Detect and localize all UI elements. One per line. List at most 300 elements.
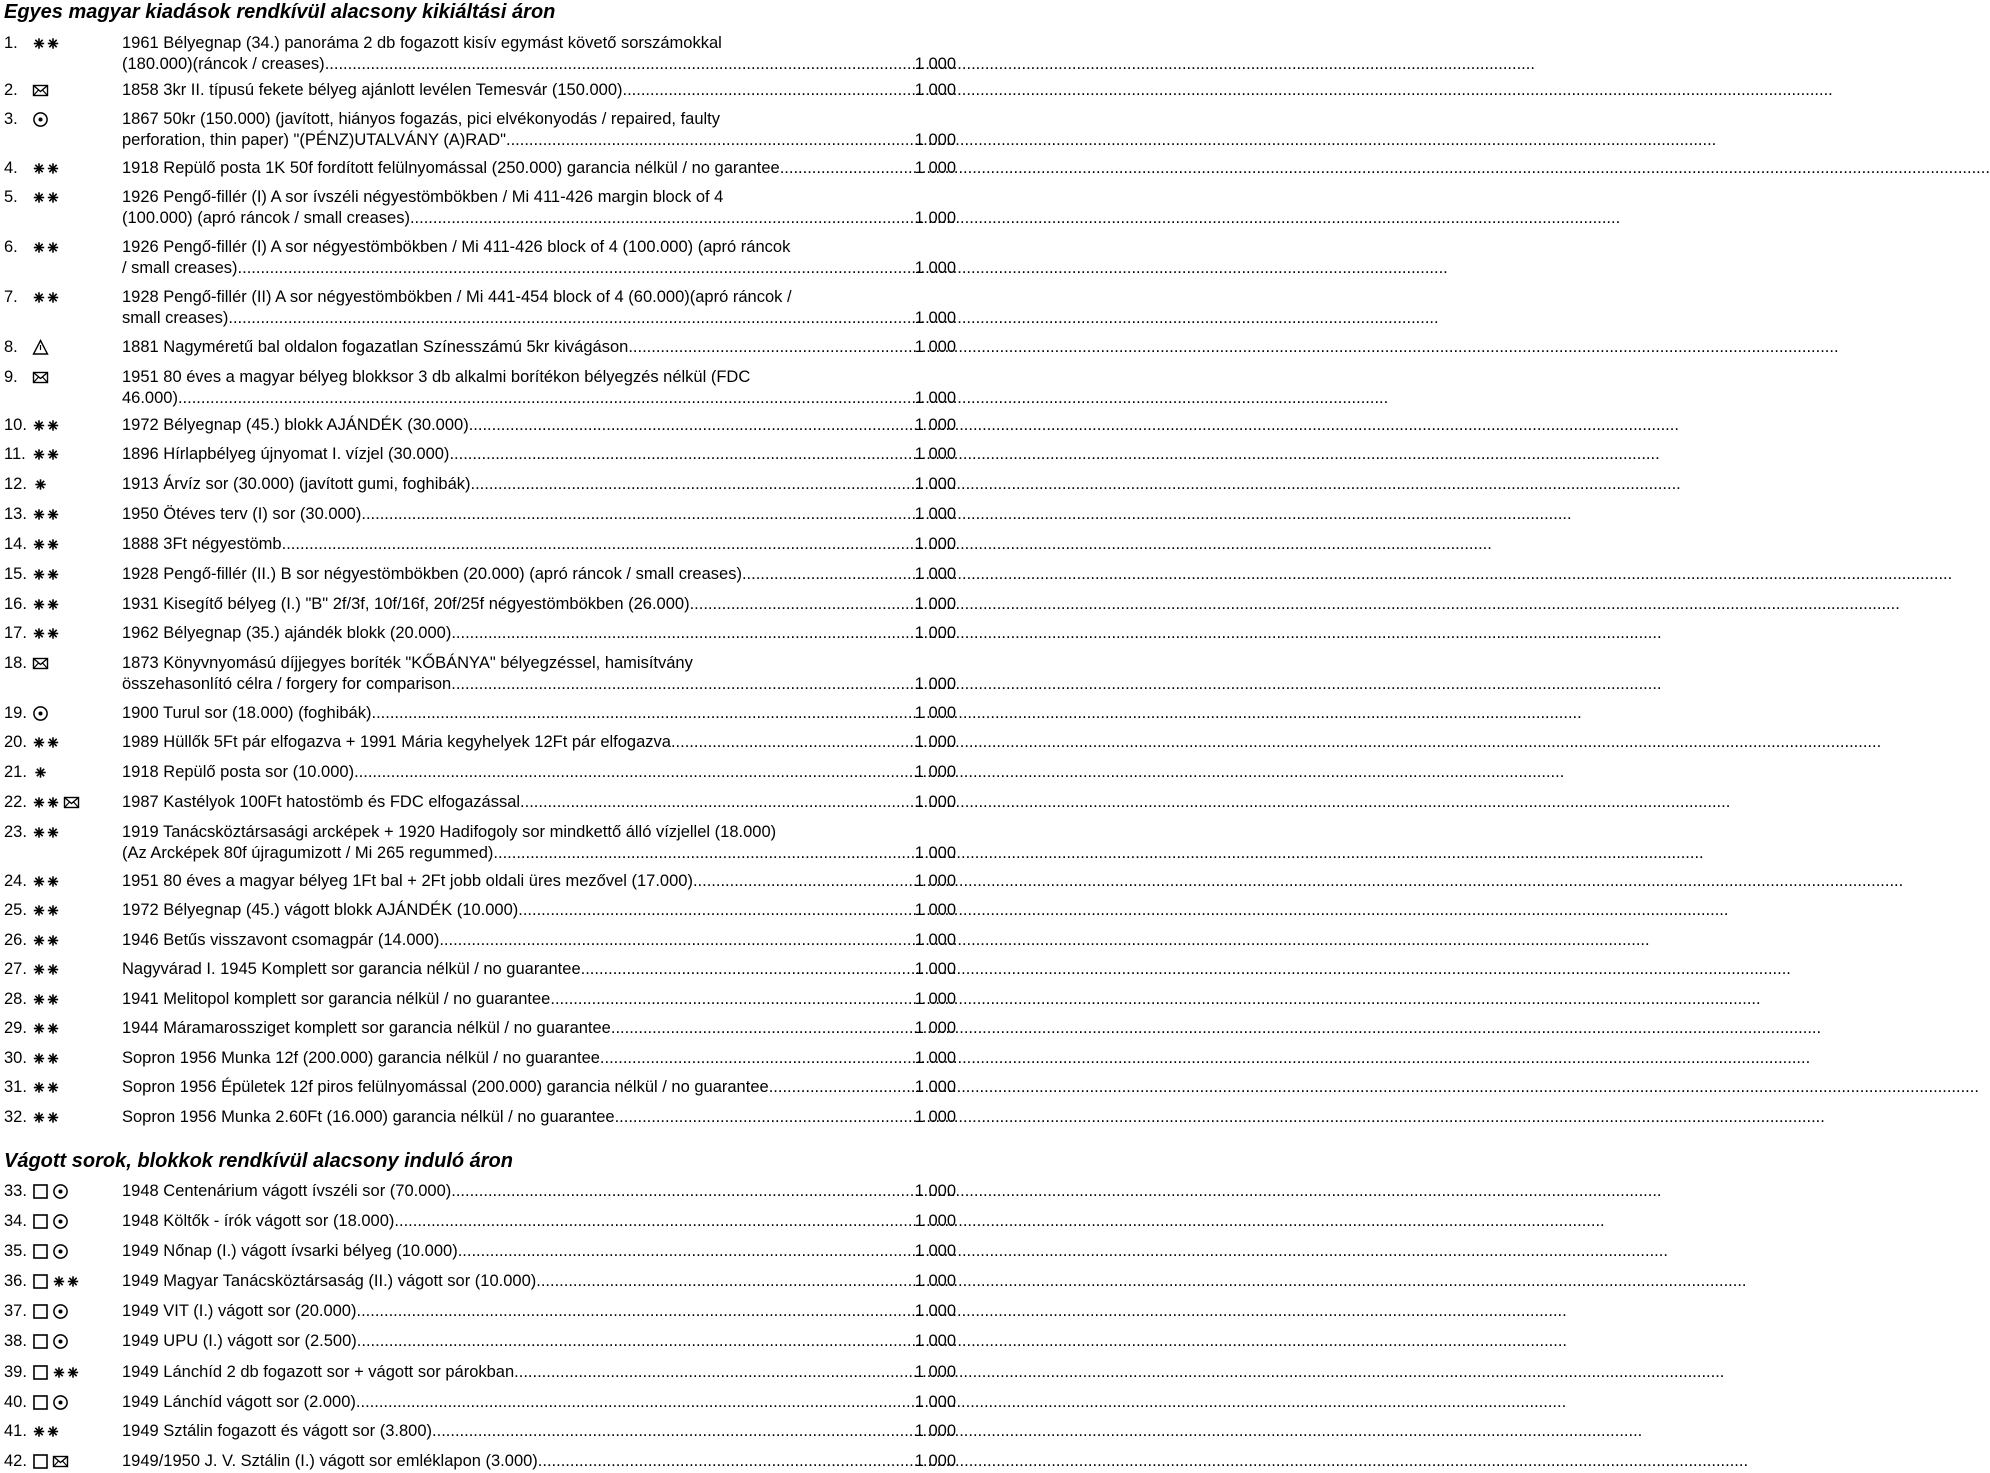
mint-nh-icon [32, 824, 60, 841]
starting-price: 1 000 [914, 1182, 956, 1200]
lot-number: 15. [4, 565, 27, 583]
starting-price: 1 000 [914, 159, 956, 177]
lot-description-line [122, 207, 956, 229]
starting-price: 1 000 [914, 1242, 956, 1260]
lot-description: 1949 Sztálin fogazott és vágott sor (3.800) [122, 1422, 433, 1440]
condition-icons [32, 622, 60, 644]
dot-leader [449, 443, 914, 465]
starting-price: 1 000 [914, 793, 956, 811]
lot-description-line [122, 307, 956, 329]
dot-leader [371, 702, 914, 724]
lot-number: 40. [4, 1393, 27, 1411]
lot-description-line [122, 257, 956, 279]
condition-icons [32, 1180, 69, 1202]
dot-leader [693, 870, 915, 892]
condition-icons [32, 791, 80, 813]
lot-description: 1972 Bélyegnap (45.) vágott blokk AJÁNDÉK (10.000) [122, 901, 519, 919]
lot-description: 1918 Repülő posta sor (10.000) [122, 763, 355, 781]
mint-nh-icon [32, 902, 60, 919]
lot-description-line [122, 988, 956, 1010]
lot-description-line [122, 53, 956, 75]
dot-leader [615, 1106, 915, 1128]
mint-nh-icon [32, 734, 60, 751]
lot-description: 1918 Repülő posta 1K 50f fordított felülnyomással (250.000) garancia nélkül / no garantee [122, 159, 780, 177]
lot-description: Sopron 1956 Épületek 12f piros felülnyomással (200.000) garancia nélkül / no guarantee [122, 1078, 769, 1096]
lot-description: 1928 Pengő-fillér (II) A sor négyestömbökben / Mi 441-454 block of 4 (60.000)(apró ráncok / [122, 288, 792, 306]
dot-leader [471, 473, 915, 495]
mint-nh-icon [52, 1273, 80, 1290]
lot-description: 1949/1950 J. V. Sztálin (I.) vágott sor emléklapon (3.000) [122, 1452, 538, 1470]
starting-price: 1 000 [914, 1078, 956, 1096]
mint-nh-icon [32, 289, 60, 306]
cover-icon [32, 655, 49, 672]
lot-description-line [122, 1017, 956, 1039]
starting-price: 1 000 [914, 675, 956, 693]
lot-description-line [122, 821, 956, 843]
lot-description-line [122, 1330, 956, 1352]
condition-icons [32, 414, 60, 436]
dot-leader [410, 207, 915, 229]
lot-number: 35. [4, 1242, 27, 1260]
dot-leader [506, 129, 915, 151]
lot-number: 11. [4, 445, 26, 463]
condition-icons [32, 186, 60, 208]
starting-price: 1 000 [914, 1019, 956, 1037]
lot-description: / small creases) [122, 259, 238, 277]
lot-description-line [122, 1076, 956, 1098]
lot-description: 1900 Turul sor (18.000) (foghibák) [122, 704, 372, 722]
lot-description: 1948 Centenárium vágott ívszéli sor (70.000) [122, 1182, 452, 1200]
dot-leader [581, 958, 915, 980]
lot-description-line [122, 336, 956, 358]
lot-number: 28. [4, 990, 27, 1008]
lot-description-line [122, 673, 956, 695]
lot-description: 1888 3Ft négyestömb [122, 535, 282, 553]
starting-price: 1 000 [914, 844, 956, 862]
lot-number: 22. [4, 793, 27, 811]
lot-description: 1961 Bélyegnap (34.) panoráma 2 db fogazott kisív egymást követő sorszámokkal [122, 34, 722, 52]
mint-nh-icon [32, 536, 60, 553]
lot-description-line [122, 387, 956, 409]
lot-number: 27. [4, 960, 27, 978]
lot-description: 1858 3kr II. típusú fekete bélyeg ajánlott levélen Temesvár (150.000) [122, 81, 623, 99]
lot-description-line [122, 593, 956, 615]
dot-leader [600, 1047, 915, 1069]
starting-price: 1 000 [914, 565, 956, 583]
lot-number: 29. [4, 1019, 27, 1037]
starting-price: 1 000 [914, 1272, 956, 1290]
mint-nh-icon [32, 566, 60, 583]
dot-leader [356, 1391, 915, 1413]
lot-description-line [122, 842, 956, 864]
lot-description-line [122, 731, 956, 753]
starting-price: 1 000 [914, 990, 956, 1008]
condition-icons [32, 366, 49, 388]
condition-icons [32, 958, 60, 980]
lot-description: 1946 Betűs visszavont csomagpár (14.000) [122, 931, 440, 949]
mint-nh-icon [32, 1050, 60, 1067]
lot-description-line [122, 443, 956, 465]
lot-number: 34. [4, 1212, 27, 1230]
lot-description-line [122, 1047, 956, 1069]
condition-icons [32, 1210, 69, 1232]
section-title: Vágott sorok, blokkok rendkívül alacsony induló áron [4, 1150, 513, 1172]
lot-number: 24. [4, 872, 27, 890]
dot-leader [469, 414, 915, 436]
dot-leader [671, 731, 915, 753]
lot-number: 41. [4, 1422, 27, 1440]
dot-leader [538, 1450, 915, 1472]
lot-description: 1949 Lánchíd 2 db fogazott sor + vágott sor párokban [122, 1363, 515, 1381]
lot-description: 1896 Hírlapbélyeg újnyomat I. vízjel (30.000) [122, 445, 450, 463]
lot-number: 21. [4, 763, 27, 781]
used-icon [32, 111, 49, 128]
lot-number: 36. [4, 1272, 27, 1290]
lot-number: 31. [4, 1078, 27, 1096]
dot-leader [451, 622, 914, 644]
lot-description: 1987 Kastélyok 100Ft hatostömb és FDC elfogazással [122, 793, 521, 811]
dot-leader [690, 593, 915, 615]
lot-description-line [122, 414, 956, 436]
mint-nh-icon [32, 961, 60, 978]
starting-price: 1 000 [914, 1108, 956, 1126]
lot-description: 1941 Melitopol komplett sor garancia nélkül / no guarantee [122, 990, 551, 1008]
starting-price: 1 000 [914, 445, 956, 463]
condition-icons [32, 1391, 69, 1413]
lot-number: 18. [4, 654, 27, 672]
mint-nh-icon [32, 596, 60, 613]
condition-icons [32, 563, 60, 585]
starting-price: 1 000 [914, 901, 956, 919]
mint-nh-icon [32, 794, 60, 811]
mint-nh-icon [32, 873, 60, 890]
lot-description: 1949 Nőnap (I.) vágott ívsarki bélyeg (10.000) [122, 1242, 458, 1260]
lot-description: 1926 Pengő-fillér (I) A sor négyestömbökben / Mi 411-426 block of 4 (100.000) (apró ráncok [122, 238, 791, 256]
mint-nh-icon [32, 1079, 60, 1096]
lot-description: (180.000)(ráncok / creases) [122, 55, 325, 73]
lot-number: 2. [4, 81, 18, 99]
lot-description-line [122, 652, 956, 674]
condition-icons [32, 1361, 80, 1383]
starting-price: 1 000 [914, 1422, 956, 1440]
starting-price: 1 000 [914, 535, 956, 553]
starting-price: 1 000 [914, 209, 956, 227]
starting-price: 1 000 [914, 1332, 956, 1350]
condition-icons [32, 1017, 60, 1039]
mint-nh-icon [32, 160, 60, 177]
lot-description: Nagyvárad I. 1945 Komplett sor garancia nélkül / no guarantee [122, 960, 581, 978]
lot-number: 3. [4, 110, 18, 128]
dot-leader [238, 257, 915, 279]
dot-leader [742, 563, 915, 585]
lot-description: 1867 50kr (150.000) (javított, hiányos fogazás, pici elvékonyodás / repaired, faulty [122, 110, 721, 128]
condition-icons [32, 1330, 69, 1352]
starting-price: 1 000 [914, 1393, 956, 1411]
dot-leader [520, 791, 915, 813]
starting-price: 1 000 [914, 960, 956, 978]
condition-icons [32, 1076, 60, 1098]
lot-description-line [122, 1391, 956, 1413]
mint-nh-icon [32, 506, 60, 523]
lot-number: 33. [4, 1182, 27, 1200]
starting-price: 1 000 [914, 1452, 956, 1470]
starting-price: 1 000 [914, 505, 956, 523]
lot-description: 1962 Bélyegnap (35.) ajándék blokk (20.000) [122, 624, 452, 642]
lot-description: 1926 Pengő-fillér (I) A sor ívszéli négyestömbökben / Mi 411-426 margin block of 4 [122, 188, 724, 206]
lot-number: 38. [4, 1332, 27, 1350]
starting-price: 1 000 [914, 259, 956, 277]
section-title: Egyes magyar kiadások rendkívül alacsony kikiáltási áron [4, 1, 556, 23]
mint-nh-icon [32, 417, 60, 434]
dot-leader [458, 1240, 915, 1262]
condition-icons [32, 108, 49, 130]
mint-nh-icon [32, 1020, 60, 1037]
lot-description: összehasonlító célra / forgery for comparison [122, 675, 452, 693]
lot-number: 30. [4, 1049, 27, 1067]
lot-description: small creases) [122, 309, 229, 327]
used-icon [32, 705, 49, 722]
dot-leader [354, 761, 915, 783]
lot-description-line [122, 32, 956, 54]
lot-description: 1951 80 éves a magyar bélyeg blokksor 3 db alkalmi borítékon bélyegzés nélkül (FDC [122, 368, 751, 386]
lot-description-line [122, 1300, 956, 1322]
condition-icons [32, 702, 49, 724]
lot-number: 23. [4, 823, 27, 841]
lot-description-line [122, 366, 956, 388]
starting-price: 1 000 [914, 704, 956, 722]
starting-price: 1 000 [914, 733, 956, 751]
lot-number: 19. [4, 704, 27, 722]
dot-leader [623, 79, 915, 101]
dot-leader [514, 1361, 915, 1383]
cover-icon [32, 82, 49, 99]
starting-price: 1 000 [914, 872, 956, 890]
dot-leader [769, 1076, 915, 1098]
lot-description: 1949 Lánchíd vágott sor (2.000) [122, 1393, 356, 1411]
condition-icons [32, 1240, 69, 1262]
lot-number: 17. [4, 624, 27, 642]
lot-description-line [122, 1420, 956, 1442]
lot-description-line [122, 791, 956, 813]
condition-icons [32, 821, 60, 843]
imperf-icon [32, 1213, 49, 1230]
lot-description: 1873 Könyvnyomású díjjegyes boríték "KŐBÁNYA" bélyegzéssel, hamisítvány [122, 654, 693, 672]
lot-description-line [122, 129, 956, 151]
dot-leader [361, 503, 914, 525]
lot-description: (100.000) (apró ráncok / small creases) [122, 209, 410, 227]
lot-number: 16. [4, 595, 27, 613]
lot-description: 1944 Máramarossziget komplett sor garancia nélkül / no guarantee [122, 1019, 611, 1037]
mint-nh-icon [32, 239, 60, 256]
lot-description: 1949 Magyar Tanácsköztársaság (II.) vágott sor (10.000) [122, 1272, 537, 1290]
imperf-icon [32, 1273, 49, 1290]
lot-description-line [122, 157, 956, 179]
starting-price: 1 000 [914, 595, 956, 613]
dot-leader [325, 53, 915, 75]
used-icon [52, 1213, 69, 1230]
lot-description: 1948 Költők - írók vágott sor (18.000) [122, 1212, 395, 1230]
condition-icons [32, 731, 60, 753]
lot-description-line [122, 108, 956, 130]
imperf-icon [32, 1333, 49, 1350]
lot-description-line [122, 870, 956, 892]
lot-description-line [122, 503, 956, 525]
condition-icons [32, 593, 60, 615]
lot-description-line [122, 473, 956, 495]
condition-icons [32, 652, 49, 674]
imperf-icon [32, 1453, 49, 1470]
dot-leader [628, 336, 914, 358]
starting-price: 1 000 [914, 624, 956, 642]
dot-leader [432, 1420, 915, 1442]
lot-number: 37. [4, 1302, 27, 1320]
lot-description: 1931 Kisegítő bélyeg (I.) "B" 2f/3f, 10f/16f, 20f/25f négyestömbökben (26.000) [122, 595, 690, 613]
lot-description: Sopron 1956 Munka 12f (200.000) garancia nélkül / no guarantee [122, 1049, 600, 1067]
lot-number: 42. [4, 1452, 27, 1470]
lot-description-line [122, 1240, 956, 1262]
dot-leader [439, 929, 914, 951]
lot-description-line [122, 186, 956, 208]
lot-number: 1. [4, 34, 18, 52]
condition-icons [32, 236, 60, 258]
cover-icon [63, 794, 80, 811]
mint-hinged-icon [32, 764, 49, 781]
lot-description-line [122, 533, 956, 555]
condition-icons [32, 1300, 69, 1322]
condition-icons [32, 286, 60, 308]
cover-icon [52, 1453, 69, 1470]
lot-number: 10. [4, 416, 27, 434]
condition-icons [32, 533, 60, 555]
lot-number: 4. [4, 159, 18, 177]
condition-icons [32, 503, 60, 525]
lot-description-line [122, 286, 956, 308]
lot-number: 7. [4, 288, 18, 306]
mint-hinged-icon [32, 476, 49, 493]
lot-number: 8. [4, 338, 18, 356]
lot-description-line [122, 958, 956, 980]
dot-leader [228, 307, 914, 329]
condition-icons [32, 929, 60, 951]
lot-description: 1972 Bélyegnap (45.) blokk AJÁNDÉK (30.000) [122, 416, 469, 434]
imperf-icon [32, 1364, 49, 1381]
mint-nh-icon [32, 1423, 60, 1440]
lot-description: 46.000) [122, 389, 178, 407]
dot-leader [282, 533, 915, 555]
condition-icons [32, 32, 60, 54]
starting-price: 1 000 [914, 1302, 956, 1320]
lot-description-line [122, 1210, 956, 1232]
lot-description-line [122, 702, 956, 724]
mint-nh-icon [32, 625, 60, 642]
starting-price: 1 000 [914, 81, 956, 99]
lot-description-line [122, 929, 956, 951]
cover-icon [32, 369, 49, 386]
mint-nh-icon [32, 446, 60, 463]
dot-leader [356, 1300, 914, 1322]
mint-nh-icon [32, 189, 60, 206]
condition-icons [32, 157, 60, 179]
lot-description: 1949 VIT (I.) vágott sor (20.000) [122, 1302, 357, 1320]
starting-price: 1 000 [914, 763, 956, 781]
used-icon [52, 1243, 69, 1260]
lot-description-line [122, 1106, 956, 1128]
lot-description: Sopron 1956 Munka 2.60Ft (16.000) garancia nélkül / no guarantee [122, 1108, 615, 1126]
lot-description: 1989 Hüllők 5Ft pár elfogazva + 1991 Mária kegyhelyek 12Ft pár elfogazva [122, 733, 671, 751]
condition-icons [32, 1450, 69, 1472]
imperf-icon [32, 1394, 49, 1411]
starting-price: 1 000 [914, 1363, 956, 1381]
lot-description: 1950 Ötéves terv (I) sor (30.000) [122, 505, 362, 523]
condition-icons [32, 1106, 60, 1128]
lot-description: (Az Arcképek 80f újragumizott / Mi 265 regummed) [122, 844, 494, 862]
lot-number: 6. [4, 238, 18, 256]
imperf-icon [32, 1303, 49, 1320]
condition-icons [32, 1047, 60, 1069]
mint-nh-icon [32, 991, 60, 1008]
starting-price: 1 000 [914, 931, 956, 949]
condition-icons [32, 473, 49, 495]
mint-nh-icon [52, 1364, 80, 1381]
starting-price: 1 000 [914, 416, 956, 434]
lot-description-line [122, 761, 956, 783]
lot-number: 26. [4, 931, 27, 949]
used-icon [52, 1394, 69, 1411]
imperf-icon [32, 1243, 49, 1260]
used-icon [52, 1303, 69, 1320]
dot-leader [451, 673, 914, 695]
dot-leader [536, 1270, 914, 1292]
lot-description: 1928 Pengő-fillér (II.) B sor négyestömbökben (20.000) (apró ráncok / small creases) [122, 565, 742, 583]
lot-description-line [122, 622, 956, 644]
condition-icons [32, 443, 60, 465]
lot-number: 14. [4, 535, 27, 553]
lot-description: 1881 Nagyméretű bal oldalon fogazatlan Színesszámú 5kr kivágáson [122, 338, 629, 356]
lot-number: 13. [4, 505, 27, 523]
dot-leader [493, 842, 914, 864]
condition-icons [32, 1420, 60, 1442]
condition-icons [32, 336, 49, 358]
starting-price: 1 000 [914, 309, 956, 327]
lot-description-line [122, 563, 956, 585]
used-icon [52, 1333, 69, 1350]
starting-price: 1 000 [914, 1212, 956, 1230]
starting-price: 1 000 [914, 55, 956, 73]
lot-number: 9. [4, 368, 18, 386]
starting-price: 1 000 [914, 131, 956, 149]
mint-nh-icon [32, 1109, 60, 1126]
lot-description: 1949 UPU (I.) vágott sor (2.500) [122, 1332, 357, 1350]
lot-number: 25. [4, 901, 27, 919]
dot-leader [178, 387, 915, 409]
lot-number: 32. [4, 1108, 27, 1126]
dot-leader [451, 1180, 914, 1202]
dot-leader [611, 1017, 915, 1039]
dot-leader [780, 157, 915, 179]
lot-number: 5. [4, 188, 18, 206]
lot-description-line [122, 79, 956, 101]
lot-description-line [122, 236, 956, 258]
lot-description-line [122, 1361, 956, 1383]
imperf-icon [32, 1183, 49, 1200]
starting-price: 1 000 [914, 338, 956, 356]
lot-description-line [122, 1450, 956, 1472]
condition-icons [32, 988, 60, 1010]
lot-number: 20. [4, 733, 27, 751]
lot-description-line [122, 899, 956, 921]
lot-description: 1919 Tanácsköztársasági arcképek + 1920 Hadifogoly sor mindkettő álló vízjellel (18.000) [122, 823, 777, 841]
lot-description: 1951 80 éves a magyar bélyeg 1Ft bal + 2Ft jobb oldali üres mezővel (17.000) [122, 872, 693, 890]
